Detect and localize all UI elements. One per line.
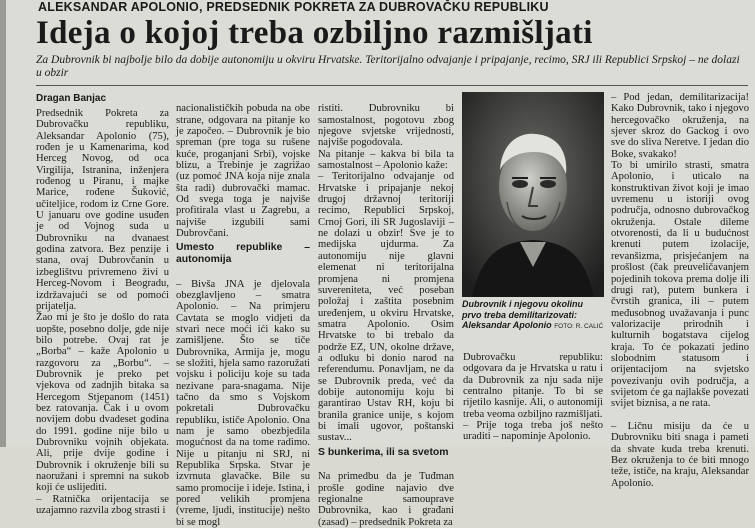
caption-text: Dubrovnik i njegovu okolinu prvo treba demilitarizovati: Aleksandar Apolonio [462,299,584,330]
byline: Dragan Banjac [36,93,107,104]
article-column-3 [318,92,454,528]
article-column-4: Dubrovačku republiku: odgovara da je Hrvatska u ratu i da Dubrovnik za nju sada nije centralno pitanje. To bi se rijetilo kasnije. Ali, o autonomiji treba veoma ozbiljno razmišljati. – Prije toga treba još nešto uraditi – napominje Apolonio. [463,352,603,443]
portrait-illustration [462,92,604,297]
article-column-2 [176,92,310,528]
column-2-text: nacionalističkih pobuda na obe strane, odgovara na pitanje ko je započeo. – Dubrovnik je bio spreman (pre toga su rušene kuće, proganjani Srbi), vojske blizu, a Trebinje je zagrižao (uz pomoć JNA koja nije znala šta radi) dubrovački mamac. Od svega toga je najviše profitirala vlast u Zagrebu, a najviše izgubili sami Dubrovčani. [176,103,310,240]
divider [36,85,748,86]
photo-caption [462,299,604,333]
page-edge [0,0,6,447]
article-column-5: – Pod jedan, demilitarizacija! Kako Dubrovnik, tako i njegovo hercegovačko okruženja, na sjever skroz do Gackog i ovo sve do sliva Neretve. I jedan dio Boke, svakako! To bi umirilo strasti, smatra Apolonio, i uticalo na konstruktivan život koji je imao uvremenu u istoriji ovog područja, odnosno dubrovačkog okruženja. Ostale dileme otvorenosti, da li u budućnost krenuti putem izolacije, revanšizma, prisjećanjem na prošlost (čak preuveličavanjem pojedinih tokova prema dolje ili drugi rat), putem bunkera i čvrstih granica, ili – putem međusobnog uvažavanja i punc valorizacije prirodnih i kulturnih bogatstava cijelog kraja. To će pokazati jedino slobodnim statusom i orijentacijom na svjetsko povezivanju ovih područja, a svijetom će ga najlakše povezati svijet biznisa, a ne rata. – Ličnu misiju da će u Dubrovniku biti snaga i pameti da shvate kuda treba krenuti. Bez okruženja to će biti mnogo teže, ističe, na kraju, Aleksandar Apolonio. [611,92,749,489]
column-3-text: ristiti. Dubrovniku bi samostalnost, pogotovu zbog njegove svjetske vrijednosti, najviše pogodovala. Na pitanje – kakva bi bila ta samostalnost – Apolonio kaže: – Teritorijalno odvajanje od Hrvatske i pripajanje nekoj drugoj državnoj teritoriji recimo, Republici Srpskoj, Crnoj Gori, ili SR Jugoslaviji – ne dolazi u obzir! Sve je to medijska ujdurma. Za autonomiju nije glavni elemenat ni teritorijalna promjena ni promjena suvereniteta, već poseban položaj i zaštita posebnim uređenjem, u okviru Hrvatske, smatra Apolonio. Osim Hrvatske to bi trebalo da podrže EZ, UN, okolne države, a odluku bi donio narod na referendumu. Ponavljam, ne da se Dubrovnik preda, već da dobije autonomiju koju bi garantirao Ustav RH, koju bi branila granice unije, s kojom bi imali ugovor, poštanski sustav... [318,103,454,444]
subheading-bunkers: S bunkerima, ili sa svetom [318,446,449,458]
photo-credit: FOTO: R. CALIĆ [554,323,604,330]
headline: Ideja o kojoj treba ozbiljno razmišljati [36,15,593,51]
column-2-text-continued: – Bivša JNA je djelovala obezglavljeno – smatra Apolonio. – Na primjeru Cavtata se moglo vidjeti da stvari nece moći ići kako su zamišljene. Što se tiče Dubrovnika, Armija je, mogu se složiti, hjela samo razoružati vojsku i policiju koje su tada nezivane para-snagama. Nije tačno da smo s Vojskom pokretali Dubrovačku republiku, ističe Apolonio. Ona nam je samo obezbjedila mogućnost da na tome radimo. Nije u pitanju ni SRJ, ni Republika Srpska. Stvar je izvrnuta glavačke. Bile su samo promocije i ideje. Istina, i pored velikih promjena (vreme, ljudi, institucije) nešto bi se mogl [176,278,310,528]
portrait-photo [462,92,604,297]
article-column-1: Predsednik Pokreta za Dubrovačku republiku, Aleksandar Apolonio (75), rođen je u Kamenarima, kod Herceg Novog, od oca Virgilija, Istranina, inženjera rođenog u Piranu, i majke Marice, rođene Šuković, učiteljice, rodom iz Crne Gore. U januaru ove godine usuđen je od Vojnog suda u Dubrovniku na dvanaest godina zatvora. Bez penzije i stana, ovaj Dubrovčanin u izbeglištvu privremeno živi u Herceg-Novom i Beogradu, izdržavajući se od pomoći prijatelja. Žao mi je što je došlo do rata uopšte, posebno dolje, gde nije bilo potrebe. Ovaj rat je „Borba“ – kaže Apolonio u razgovoru za „Borbu“. – Dubrovnik je preko pet vjekova od zadnjih bitaka sa Hercegom Stjepanom (1451) bez ratovanja. Čak i u ovom novijem dobu dvadeset godina do 1991. godine nije bilo u Dubrovniku vojnih objekata. Ali, prije dvije godine i Dubrovnik i okruženje bili su naoružani i spremni na sukob koji će uslijediti. – Ratnička orijentacija se uzajamno razvila zbog strasti i [36,108,169,517]
deck-subheading: Za Dubrovnik bi najbolje bilo da dobije autonomiju u okviru Hrvatske. Teritorijalno odvajanje i pripajanje, recimo, SRJ ili Republici Srpskoj – ne dolazi u obzir [36,54,740,79]
kicker-line: ALEKSANDAR APOLONIO, PREDSEDNIK POKRETA ZA DUBROVAČKU REPUBLIKU [38,0,549,14]
subheading-autonomy: Umesto republike – autonomija [176,242,310,265]
column-3-text-continued: Na primedbu da je Tuđman prošle godine najavio dve regionalne samouprave Dubrovnika, kao i građani (zasad) – predsednik Pokreta za [318,471,454,528]
